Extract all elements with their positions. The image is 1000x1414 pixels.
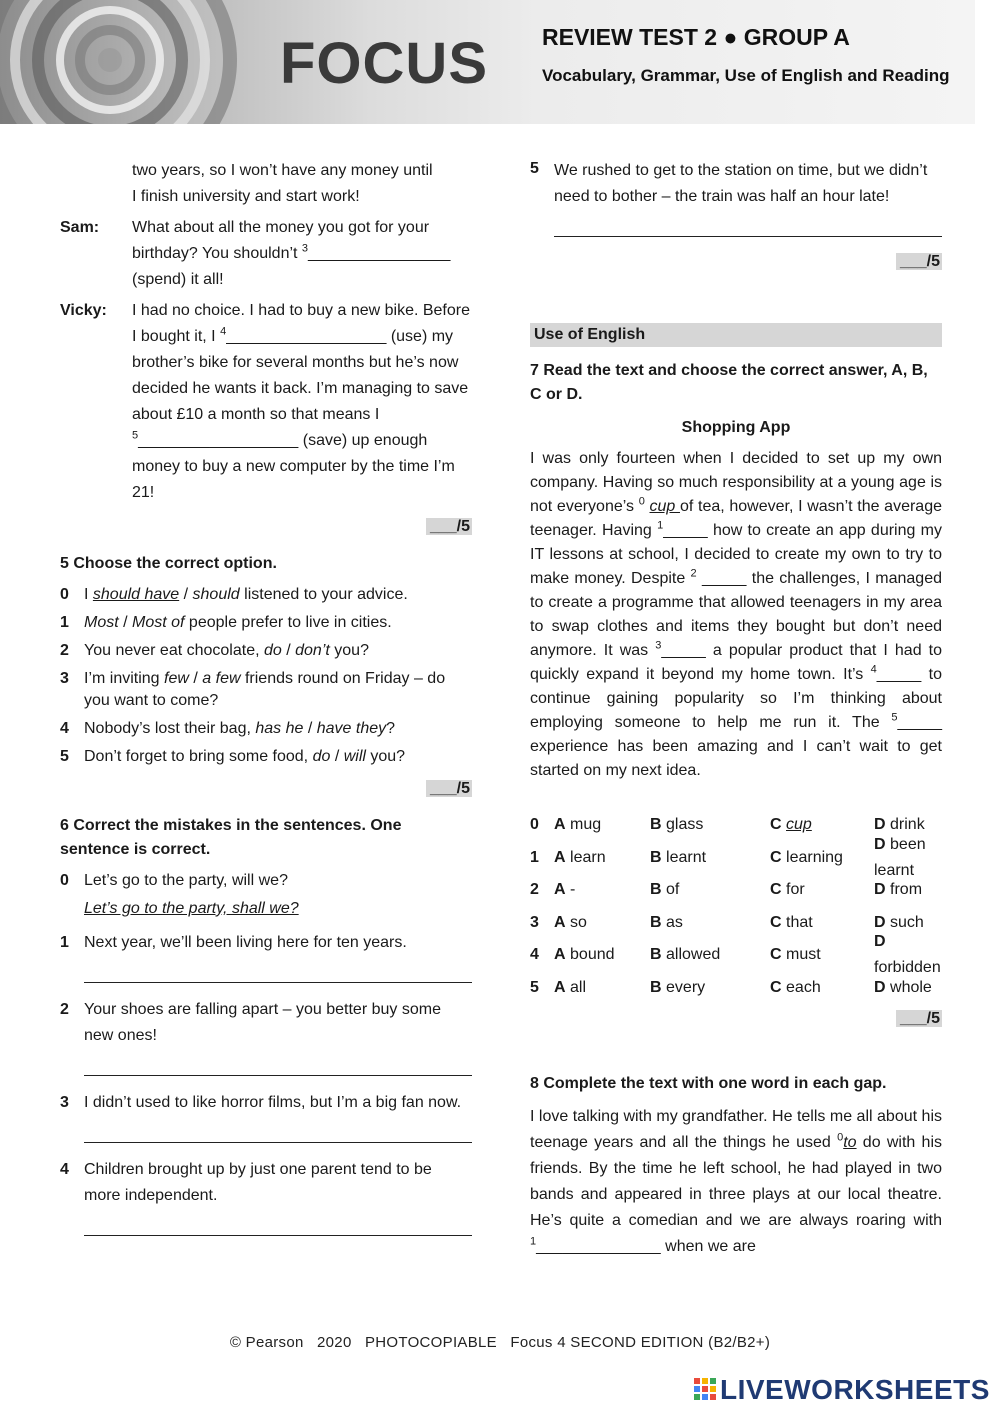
option-a[interactable] xyxy=(554,975,650,1001)
text: _____ experience has been amazing and I can’t wait to get started on my next idea. xyxy=(530,714,942,779)
exercise-6-item xyxy=(60,997,472,1049)
item-number: 5 xyxy=(530,978,539,996)
item-number: 3 xyxy=(60,1094,69,1111)
exercise-7-text xyxy=(530,447,942,783)
option-text: of xyxy=(666,881,680,899)
option-1[interactable] xyxy=(93,586,179,603)
exercise-5-item xyxy=(60,718,472,740)
option-c[interactable] xyxy=(770,812,874,838)
text: What about all the money you got for your birthday? You shouldn’t xyxy=(132,219,430,262)
text: people prefer to live in cities. xyxy=(184,614,392,631)
exercise-6-instruction: 6 Correct the mistakes in the sentences. One sentence is correct. xyxy=(60,817,402,858)
option-2[interactable]: Most of xyxy=(132,614,185,631)
text: ? xyxy=(386,720,396,737)
option-letter: D xyxy=(874,816,886,834)
option-letter: B xyxy=(650,946,662,964)
page-header xyxy=(0,0,975,124)
swirl-graphic xyxy=(0,0,280,124)
speaker-text xyxy=(132,215,472,293)
option-row xyxy=(530,933,942,977)
option-a[interactable] xyxy=(554,845,650,871)
gap-1[interactable]: ______________ xyxy=(536,1238,661,1255)
option-b[interactable] xyxy=(650,877,770,903)
option-letter: C xyxy=(770,881,782,899)
option-b[interactable] xyxy=(650,942,770,968)
exercise-6-item xyxy=(60,1090,472,1116)
text: I had no choice. I had to buy a new bike. Before I bought it, I xyxy=(132,302,470,345)
score-text[interactable]: ___/5 xyxy=(426,518,472,535)
exercise-5-item xyxy=(60,612,472,634)
dialogue-line: I finish university and start work! xyxy=(132,188,360,205)
dialogue-sam xyxy=(60,215,472,293)
exercise-7-options xyxy=(530,809,942,1004)
item-text: I didn’t used to like horror films, but I’m a big fan now. xyxy=(84,1094,462,1111)
text: I love talking with my grandfather. He tells me all about his teenage years and all the things he used xyxy=(530,1108,942,1151)
item-text: Children brought up by just one parent tend to be more independent. xyxy=(84,1161,432,1204)
option-letter: C xyxy=(770,848,782,866)
gap-number: 0 xyxy=(638,495,645,508)
option-letter: A xyxy=(554,913,566,931)
example-answer xyxy=(84,898,472,920)
gap-number: 2 xyxy=(690,567,697,580)
text-title: Shopping App xyxy=(681,419,791,436)
option-a[interactable] xyxy=(554,877,650,903)
text: of tea, however, I wasn’t the average teenager. Having xyxy=(530,498,942,539)
section-use-of-english: Use of English xyxy=(530,323,942,347)
score-box xyxy=(60,776,472,802)
score-box xyxy=(530,249,942,275)
option-text: forbidden xyxy=(874,959,941,977)
item-text: Next year, we’ll been living here for ten years. xyxy=(84,934,407,951)
answer-line[interactable] xyxy=(554,220,942,237)
text: _____ a popular product that I had to quickly expand it beyond my home town. It’s xyxy=(530,642,943,683)
option-text: as xyxy=(666,913,683,931)
option-a[interactable] xyxy=(554,812,650,838)
option-letter: A xyxy=(554,848,566,866)
gap-number: 1 xyxy=(657,519,664,532)
option-text: bound xyxy=(570,946,615,964)
text: Nobody’s lost their bag, xyxy=(84,720,256,737)
option-text: learnt xyxy=(666,848,707,866)
right-column xyxy=(530,158,942,1260)
text: Don’t forget to bring some food, xyxy=(84,748,313,765)
item-number: 3 xyxy=(530,913,539,931)
text: (spend) it all! xyxy=(132,271,224,288)
gap-number: 5 xyxy=(132,429,139,442)
option-letter: D xyxy=(874,913,886,931)
option-text: glass xyxy=(666,816,704,834)
exercise-5-list xyxy=(60,584,472,768)
option-letter: A xyxy=(554,946,566,964)
test-title: REVIEW TEST 2 ● GROUP A xyxy=(542,24,850,50)
option-text: each xyxy=(786,978,821,996)
option-letter: D xyxy=(874,933,886,951)
exercise-5-instruction: 5 Choose the correct option. xyxy=(60,555,277,572)
option-text: that xyxy=(786,913,813,931)
option-letter: D xyxy=(874,835,886,853)
option-1[interactable]: Most xyxy=(84,614,119,631)
option-text: learning xyxy=(786,848,843,866)
option-b[interactable] xyxy=(650,910,770,936)
text: (save) up enough money to buy a new computer by the time I’m 21! xyxy=(132,432,455,501)
option-text: mug xyxy=(570,816,602,834)
text: you? xyxy=(365,748,406,765)
exercise-6-item xyxy=(60,930,472,956)
option-row xyxy=(530,874,942,907)
option-2[interactable]: should xyxy=(192,586,240,603)
speaker-name: Vicky: xyxy=(60,302,107,319)
item-number: 0 xyxy=(530,816,539,834)
separator: / xyxy=(281,642,296,659)
gap-4[interactable]: __________________ xyxy=(226,328,387,345)
text: I’m inviting xyxy=(84,670,165,687)
item-number: 2 xyxy=(60,642,69,659)
example-answer-text: Let’s go to the party, shall we? xyxy=(84,900,299,917)
option-1[interactable]: few xyxy=(164,670,189,687)
exercise-5-item xyxy=(60,746,472,768)
gap-3[interactable]: ________________ xyxy=(308,245,451,262)
option-text: been learnt xyxy=(874,835,926,879)
text: _____ the challenges, I managed to create a programme that allowed teenagers in my area to swap clothes and items they bought but don’t need anymore. It was xyxy=(530,570,942,659)
option-text: allowed xyxy=(666,946,721,964)
liveworksheets-brand xyxy=(694,1374,990,1406)
text: friends round on Friday – do you want to come? xyxy=(84,670,446,709)
option-letter: C xyxy=(770,816,782,834)
option-row xyxy=(530,835,942,879)
text: when we are xyxy=(660,1238,756,1255)
exercise-6-item xyxy=(60,1157,472,1209)
exercise-6-list xyxy=(60,930,472,1236)
separator: / xyxy=(188,670,203,687)
score-text[interactable]: ___/5 xyxy=(896,1010,942,1027)
option-letter: D xyxy=(874,978,886,996)
option-2[interactable]: a few xyxy=(202,670,241,687)
liveworksheets-icon xyxy=(694,1378,716,1402)
exercise-6-example xyxy=(60,870,472,892)
option-letter: B xyxy=(650,816,662,834)
text: I was only fourteen when I decided to set up my own company. Having so much responsibility at a young age is not everyone’s xyxy=(530,450,942,515)
option-c[interactable] xyxy=(770,845,874,871)
item-number: 0 xyxy=(60,586,69,603)
item-text xyxy=(84,668,472,712)
option-d[interactable] xyxy=(874,975,942,1001)
gap-5[interactable]: __________________ xyxy=(138,432,299,449)
option-row xyxy=(530,972,942,1005)
answer-line[interactable] xyxy=(84,1126,472,1143)
option-1[interactable]: do xyxy=(263,642,282,659)
item-number: 2 xyxy=(530,881,539,899)
text: you? xyxy=(329,642,369,659)
option-text: for xyxy=(786,881,805,899)
exercise-7-instruction: 7 Read the text and choose the correct answer, A, B, C or D. xyxy=(530,362,928,403)
footer-copyright: © Pearson 2020 PHOTOCOPIABLE Focus 4 SECOND EDITION (B2/B2+) xyxy=(229,1334,771,1351)
speaker-text xyxy=(132,298,472,506)
option-c[interactable] xyxy=(770,910,874,936)
item-number: 5 xyxy=(530,160,539,177)
option-letter: A xyxy=(554,816,566,834)
option-text: drink xyxy=(890,816,925,834)
option-letter: C xyxy=(770,978,782,996)
example-answer: to xyxy=(843,1134,857,1151)
answer-line[interactable] xyxy=(84,966,472,983)
option-letter: C xyxy=(770,946,782,964)
separator: / xyxy=(330,748,344,765)
answer-line[interactable] xyxy=(84,1059,472,1076)
item-text xyxy=(84,718,472,740)
text: You never eat chocolate, xyxy=(84,642,264,659)
item-number: 1 xyxy=(530,848,539,866)
option-d[interactable] xyxy=(874,877,942,903)
answer-line[interactable] xyxy=(84,1219,472,1236)
example-answer: cup xyxy=(649,498,680,515)
gap-number: 5 xyxy=(891,711,898,724)
option-a[interactable] xyxy=(554,942,650,968)
option-letter: C xyxy=(770,913,782,931)
test-subtitle: Vocabulary, Grammar, Use of English and Reading xyxy=(542,66,950,85)
score-box xyxy=(60,514,472,540)
option-text: should have xyxy=(92,586,180,603)
item-number: 4 xyxy=(60,720,69,737)
dialogue-vicky xyxy=(60,298,472,506)
item-text xyxy=(84,584,472,606)
option-letter: A xyxy=(554,978,566,996)
option-text: must xyxy=(786,946,821,964)
option-text: whole xyxy=(890,978,932,996)
option-b[interactable] xyxy=(650,812,770,838)
option-1[interactable]: do xyxy=(312,748,331,765)
text: (use) my brother’s bike for several months but he’s now decided he wants it back. I’m managing to save about £10 a month so that means I xyxy=(132,328,469,423)
option-a[interactable] xyxy=(554,910,650,936)
item-number: 0 xyxy=(60,872,69,889)
option-letter: B xyxy=(650,978,662,996)
text: do with his friends. By the time he left school, he had played in two bands and appeared in three plays at our local theatre. He’s quite a comedian and we are always roaring with xyxy=(530,1134,942,1229)
option-c[interactable] xyxy=(770,942,874,968)
item-text: We rushed to get to the station on time, but we didn’t need to bother – the train was half an hour late! xyxy=(554,162,928,205)
option-d[interactable] xyxy=(874,832,942,884)
option-text: learn xyxy=(570,848,606,866)
gap-number: 3 xyxy=(655,639,662,652)
item-number: 5 xyxy=(60,748,69,765)
option-c[interactable] xyxy=(770,975,874,1001)
example-answer xyxy=(786,816,812,833)
separator: / xyxy=(303,720,317,737)
option-letter: B xyxy=(650,848,662,866)
option-text: every xyxy=(666,978,706,996)
item-text xyxy=(84,640,472,662)
item-number: 3 xyxy=(60,670,69,687)
separator: / xyxy=(179,586,193,603)
exercise-5-item xyxy=(60,584,472,606)
text: _____ to continue gaining popularity so I’m thinking about employing someone to help me run it. The xyxy=(530,666,943,731)
option-d[interactable] xyxy=(874,929,942,981)
option-letter: B xyxy=(650,881,662,899)
option-b[interactable] xyxy=(650,975,770,1001)
option-text: cup xyxy=(786,816,812,834)
dialogue-line: two years, so I won’t have any money until xyxy=(132,162,433,179)
brand-text: LIVEWORKSHEETS xyxy=(720,1374,990,1405)
option-2[interactable]: will xyxy=(343,748,366,765)
exercise-8-text xyxy=(530,1104,942,1260)
option-2[interactable]: don’t xyxy=(295,642,330,659)
left-column xyxy=(60,158,472,1250)
item-text xyxy=(84,746,472,768)
score-box xyxy=(530,1006,942,1032)
text: I xyxy=(84,586,93,603)
exercise-8-instruction: 8 Complete the text with one word in each gap. xyxy=(530,1075,887,1092)
score-text[interactable]: ___/5 xyxy=(896,253,942,270)
text: listened to your advice. xyxy=(239,586,408,603)
option-text: such xyxy=(890,913,924,931)
exercise-5-item xyxy=(60,668,472,712)
exercise-6-item xyxy=(530,158,942,210)
speaker-name: Sam: xyxy=(60,219,100,236)
option-letter: A xyxy=(554,881,566,899)
text: _____ how to create an app during my IT lessons at school, I decided to create my own to try to make money. Despite xyxy=(530,522,942,587)
option-text: so xyxy=(570,913,587,931)
option-letter: D xyxy=(874,881,886,899)
option-1[interactable]: has he xyxy=(255,720,304,737)
gap-number: 1 xyxy=(530,1235,537,1248)
gap-number: 0 xyxy=(837,1131,844,1144)
option-b[interactable] xyxy=(650,845,770,871)
option-c[interactable] xyxy=(770,877,874,903)
focus-logo: FOCUS xyxy=(280,31,488,96)
option-text: - xyxy=(570,881,576,899)
dialogue-continuation xyxy=(60,158,472,210)
gap-number: 3 xyxy=(301,242,309,255)
item-number: 1 xyxy=(60,934,69,951)
option-2[interactable]: have they xyxy=(316,720,387,737)
item-number: 4 xyxy=(530,946,539,964)
item-number: 1 xyxy=(60,614,69,631)
item-number: 2 xyxy=(60,1001,69,1018)
exercise-5-item xyxy=(60,640,472,662)
gap-number: 4 xyxy=(870,663,877,676)
item-text: Your shoes are falling apart – you better buy some new ones! xyxy=(84,1001,441,1044)
gap-number: 4 xyxy=(220,325,227,338)
item-text: Let’s go to the party, will we? xyxy=(84,872,288,889)
option-text: from xyxy=(890,881,923,899)
option-letter: B xyxy=(650,913,662,931)
item-text xyxy=(84,612,472,634)
option-text: all xyxy=(570,978,587,996)
item-number: 4 xyxy=(60,1161,69,1178)
separator: / xyxy=(118,614,133,631)
score-text[interactable]: ___/5 xyxy=(426,780,472,797)
